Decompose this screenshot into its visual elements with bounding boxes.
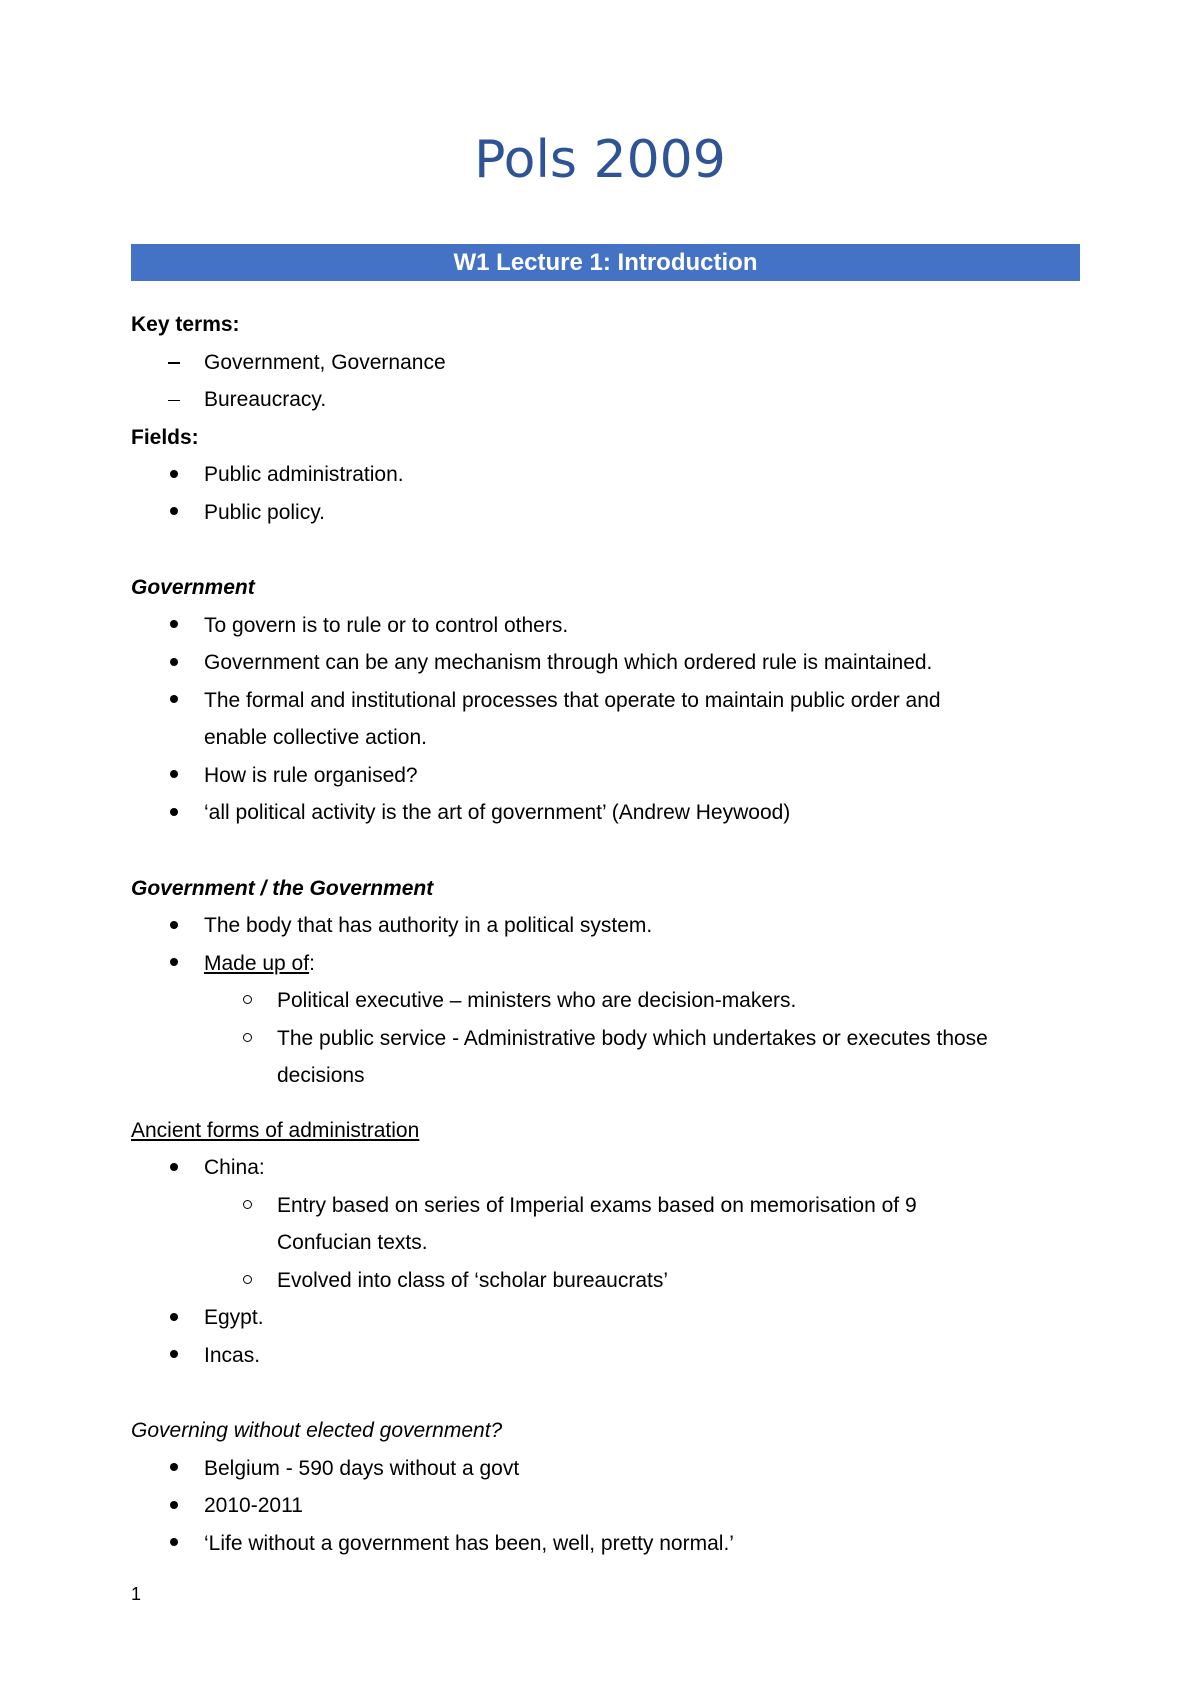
- list-item: To govern is to rule or to control others.: [131, 607, 1081, 645]
- circle-bullet-icon: [237, 1262, 257, 1300]
- fields-heading: Fields:: [131, 425, 199, 449]
- list-item: Egypt.: [131, 1299, 1081, 1337]
- document-body: [131, 306, 1081, 1562]
- sub-list-item: Evolved into class of ‘scholar bureaucrats’: [131, 1262, 1081, 1300]
- government-heading: Government: [131, 576, 255, 599]
- bullet-icon: [164, 1337, 184, 1375]
- bullet-icon: [164, 607, 184, 645]
- list-item: China:: [131, 1149, 1081, 1187]
- dash-bullet-icon: [164, 381, 184, 419]
- bullet-icon: [164, 1149, 184, 1187]
- bullet-icon: [164, 757, 184, 795]
- list-item: Government can be any mechanism through which ordered rule is maintained.: [131, 644, 1081, 682]
- bullet-icon: [164, 945, 184, 983]
- circle-bullet-icon: [237, 1020, 257, 1058]
- bullet-icon: [164, 456, 184, 494]
- bullet-icon: [164, 682, 184, 720]
- bullet-icon: [164, 1525, 184, 1563]
- bullet-icon: [164, 907, 184, 945]
- sub-list-item-continuation: Confucian texts.: [277, 1231, 428, 1254]
- list-item: Bureaucracy.: [131, 381, 1081, 419]
- ancient-forms-heading: Ancient forms of administration: [131, 1118, 420, 1142]
- list-item: The body that has authority in a political system.: [131, 907, 1081, 945]
- made-up-of-label: Made up of: [204, 951, 310, 975]
- sub-list-item-continuation: decisions: [277, 1064, 365, 1087]
- list-item: ‘Life without a government has been, well, pretty normal.’: [131, 1525, 1081, 1563]
- sub-list-item: Entry based on series of Imperial exams based on memorisation of 9: [131, 1187, 1081, 1225]
- list-item-continuation: enable collective action.: [204, 726, 427, 749]
- list-item: ‘all political activity is the art of government’ (Andrew Heywood): [131, 794, 1081, 832]
- bullet-icon: [164, 1450, 184, 1488]
- list-item: Belgium - 590 days without a govt: [131, 1450, 1081, 1488]
- list-item: The formal and institutional processes that operate to maintain public order and: [131, 682, 1081, 720]
- list-item: How is rule organised?: [131, 757, 1081, 795]
- bullet-icon: [164, 1487, 184, 1525]
- list-item: 2010-2011: [131, 1487, 1081, 1525]
- page-number: 1: [131, 1584, 142, 1604]
- circle-bullet-icon: [237, 1187, 257, 1225]
- bullet-icon: [164, 1299, 184, 1337]
- list-item: Government, Governance: [131, 344, 1081, 382]
- sub-list-item: Political executive – ministers who are decision-makers.: [131, 982, 1081, 1020]
- governing-without-heading: Governing without elected government?: [131, 1419, 503, 1442]
- bullet-icon: [164, 794, 184, 832]
- list-item: Made up of:: [131, 945, 1081, 983]
- dash-bullet-icon: [164, 344, 184, 382]
- bullet-icon: [164, 644, 184, 682]
- circle-bullet-icon: [237, 982, 257, 1020]
- document-title: Pols 2009: [474, 130, 726, 190]
- the-government-heading: Government / the Government: [131, 876, 434, 900]
- list-item: Public administration.: [131, 456, 1081, 494]
- list-item: Incas.: [131, 1337, 1081, 1375]
- bullet-icon: [164, 494, 184, 532]
- list-item: Public policy.: [131, 494, 1081, 532]
- sub-list-item: The public service - Administrative body which undertakes or executes those: [131, 1020, 1081, 1058]
- section-heading-bar: W1 Lecture 1: Introduction: [131, 244, 1080, 281]
- key-terms-heading: Key terms:: [131, 313, 240, 336]
